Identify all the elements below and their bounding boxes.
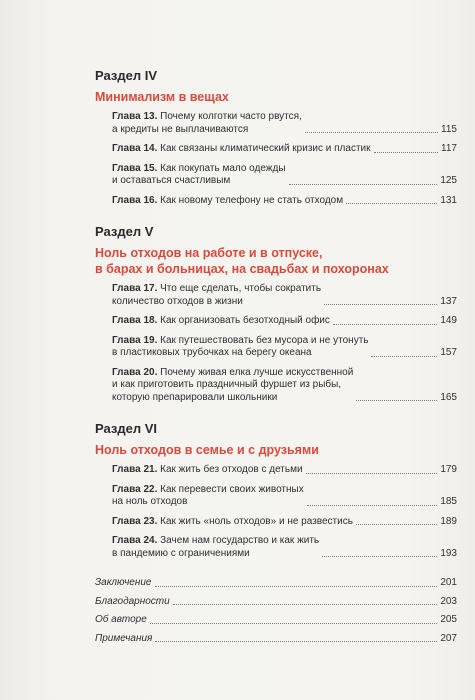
chapter-title: Почему колготки часто рвутся, а кредиты не выплачиваются: [112, 111, 302, 135]
chapter-label: Глава 18.: [112, 315, 158, 326]
dot-leader: [305, 132, 438, 133]
chapter-label: Глава 23.: [112, 515, 158, 527]
back-matter-title: Об авторе: [95, 614, 147, 625]
toc-section: [95, 224, 457, 404]
dot-leader: [346, 203, 437, 204]
chapter-label: Глава 16.: [112, 194, 158, 206]
chapter-title: Как жить без отходов с детьми: [160, 464, 303, 475]
dot-leader: [322, 556, 437, 557]
entry-text: [112, 143, 371, 156]
toc-entry: [95, 163, 457, 188]
toc-section: [95, 68, 457, 207]
dot-leader: [155, 641, 437, 642]
chapter-title: Как перевести своих животных на ноль отходов: [112, 483, 304, 507]
dot-leader: [155, 586, 438, 587]
entry-text: [112, 111, 302, 136]
chapter-label: Глава 17.: [112, 283, 158, 294]
chapter-label: Глава 13.: [112, 111, 158, 122]
page-number: 157: [440, 347, 457, 358]
entry-text: [112, 315, 330, 328]
toc-entry: [95, 464, 457, 477]
page-number: 189: [440, 515, 457, 527]
toc-entry: [95, 195, 457, 208]
page-number: 165: [440, 391, 457, 403]
section-heading: Раздел IV: [95, 68, 157, 83]
chapter-label: Глава 15.: [112, 162, 158, 174]
dot-leader: [306, 473, 438, 474]
back-matter-entry: [95, 633, 457, 646]
chapter-title: Что еще сделать, чтобы сократить количество отходов в жизни: [112, 283, 322, 307]
chapter-label: Глава 14.: [112, 143, 158, 154]
back-matter-title: Примечания: [95, 632, 153, 644]
back-matter-title: Благодарности: [95, 595, 170, 607]
chapter-title: Зачем нам государство и как жить в пандемию с ограничениями: [112, 535, 320, 559]
toc-entry: [95, 335, 457, 360]
chapter-title: Как связаны климатический кризис и пластик: [160, 143, 371, 154]
dot-leader: [173, 604, 438, 605]
back-matter-list: [95, 577, 457, 645]
chapter-label: Глава 24.: [112, 535, 158, 546]
toc-entry: [95, 484, 457, 509]
dot-leader: [356, 524, 437, 525]
page-number: 149: [440, 315, 457, 326]
dot-leader: [374, 152, 439, 153]
entry-text: [112, 195, 343, 208]
section-title: Минимализм в вещах: [95, 90, 229, 104]
entry-text: [112, 283, 321, 308]
entry-text: [112, 367, 353, 405]
chapter-title: Как покупать мало одежды и оставаться счастливым: [112, 162, 286, 186]
toc-entry: [95, 143, 457, 156]
section-heading: Раздел VI: [95, 421, 157, 436]
toc-entry: [95, 315, 457, 328]
page-number: 205: [440, 614, 457, 625]
chapter-label: Глава 19.: [112, 334, 158, 346]
toc-sections: [95, 68, 457, 560]
section-title: Ноль отходов в семье и с друзьями: [95, 443, 319, 457]
page-number: 201: [440, 577, 457, 588]
back-matter-entry: [95, 577, 457, 590]
chapter-label: Глава 21.: [112, 464, 158, 475]
dot-leader: [333, 324, 437, 325]
toc-entry: [95, 516, 457, 529]
back-matter-title: Заключение: [95, 577, 152, 588]
page-number: 137: [440, 295, 457, 307]
entry-text: [112, 535, 319, 560]
entry-text: [112, 484, 304, 509]
dot-leader: [356, 400, 437, 401]
toc-entry: [95, 367, 457, 405]
page-number: 179: [440, 464, 457, 475]
page-number: 125: [440, 175, 457, 186]
entry-text: [112, 163, 286, 188]
chapter-title: Как новому телефону не стать отходом: [160, 194, 344, 206]
page-number: 117: [441, 143, 457, 154]
page-number: 207: [440, 632, 457, 644]
page-number: 115: [441, 123, 457, 135]
back-matter-entry: [95, 614, 457, 627]
chapter-title: Как организовать безотходный офис: [160, 315, 330, 326]
dot-leader: [371, 356, 437, 357]
dot-leader: [289, 184, 438, 185]
section-heading: Раздел V: [95, 224, 154, 239]
toc-entry: [95, 283, 457, 308]
toc-entry: [95, 535, 457, 560]
chapter-title: Как путешествовать без мусора и не утонуть в пластиковых трубочках на берегу океана: [112, 334, 369, 358]
chapter-label: Глава 22.: [112, 483, 158, 495]
chapter-title: Как жить «ноль отходов» и не развестись: [160, 515, 353, 527]
page-number: 193: [440, 547, 457, 559]
entry-text: [112, 464, 303, 477]
back-matter-entry: [95, 596, 457, 609]
toc-entry: [95, 111, 457, 136]
entry-text: [112, 335, 368, 360]
page-number: 185: [440, 496, 457, 507]
page-number: 203: [440, 595, 457, 607]
dot-leader: [150, 623, 438, 624]
page-number: 131: [440, 194, 457, 206]
dot-leader: [307, 505, 438, 506]
entry-text: [112, 516, 353, 529]
table-of-contents: [95, 68, 457, 651]
section-title: Ноль отходов на работе и в отпуске, в барах и больницах, на свадьбах и похоронах: [95, 246, 389, 276]
dot-leader: [324, 304, 437, 305]
chapter-label: Глава 20.: [112, 366, 158, 378]
chapter-title: Почему живая елка лучше искусственной и как приготовить праздничный фуршет из рыбы, которую препарировали школьники: [112, 366, 354, 403]
toc-section: [95, 421, 457, 560]
